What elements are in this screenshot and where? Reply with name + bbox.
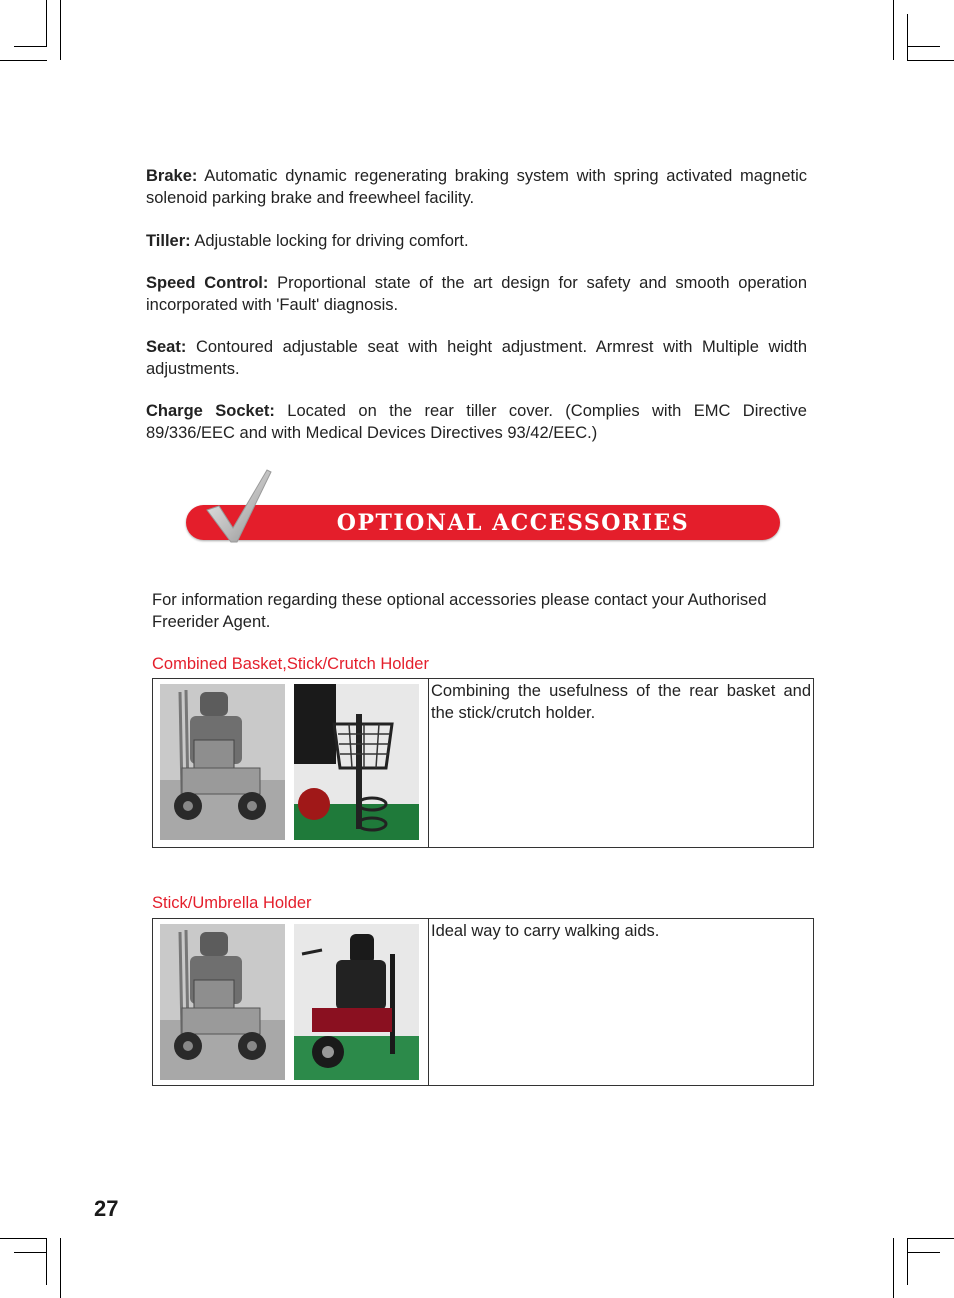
crop-mark [14,46,47,47]
accessory-title: Combined Basket,Stick/Crutch Holder [152,655,429,673]
crop-mark [907,46,940,47]
section-title: OPTIONAL ACCESSORIES [336,510,690,536]
accessory-images [153,919,429,1085]
crop-mark [0,60,47,61]
accessory-table [152,678,814,848]
crop-mark [907,1238,908,1285]
page-number: 27 [94,1196,119,1221]
crop-mark [60,1238,61,1298]
spec-speed-control: Speed Control: Proportional state of the art design for safety and smooth operation incorporated with 'Fault' diagnosis. [146,274,807,314]
accessory-description: Ideal way to carry walking aids. [431,922,660,940]
section-banner [186,505,780,540]
scooter-photo [160,924,285,1080]
crop-mark [46,1238,47,1285]
accessory-description: Combining the usefulness of the rear basket and the stick/crutch holder. [431,682,811,722]
crop-mark [14,1252,47,1253]
crop-mark [0,1238,47,1239]
crop-mark [907,60,954,61]
accessory-title: Stick/Umbrella Holder [152,894,312,912]
intro-text: For information regarding these optional accessories please contact your Authorised Freerider Agent. [152,591,767,631]
crop-mark [893,1238,894,1298]
spec-charge-socket: Charge Socket: Located on the rear tiller cover. (Complies with EMC Directive 89/336/EEC and with Medical Devices Directives 93/42/EEC.) [146,402,807,442]
umbrella-holder-photo [294,924,419,1080]
crop-mark [46,0,47,47]
crop-mark [893,0,894,60]
crop-mark [907,1238,954,1239]
basket-holder-photo [294,684,419,840]
crop-mark [907,14,908,61]
crop-mark [907,1252,940,1253]
checkmark-icon [205,468,275,544]
spec-seat: Seat: Contoured adjustable seat with height adjustment. Armrest with Multiple width adjustments. [146,338,807,378]
spec-brake: Brake: Automatic dynamic regenerating braking system with spring activated magnetic solenoid parking brake and freewheel facility. [146,167,807,207]
scooter-photo [160,684,285,840]
spec-tiller: Tiller: Adjustable locking for driving comfort. [146,232,469,250]
accessory-table [152,918,814,1086]
crop-mark [60,0,61,60]
accessory-images [153,679,429,847]
